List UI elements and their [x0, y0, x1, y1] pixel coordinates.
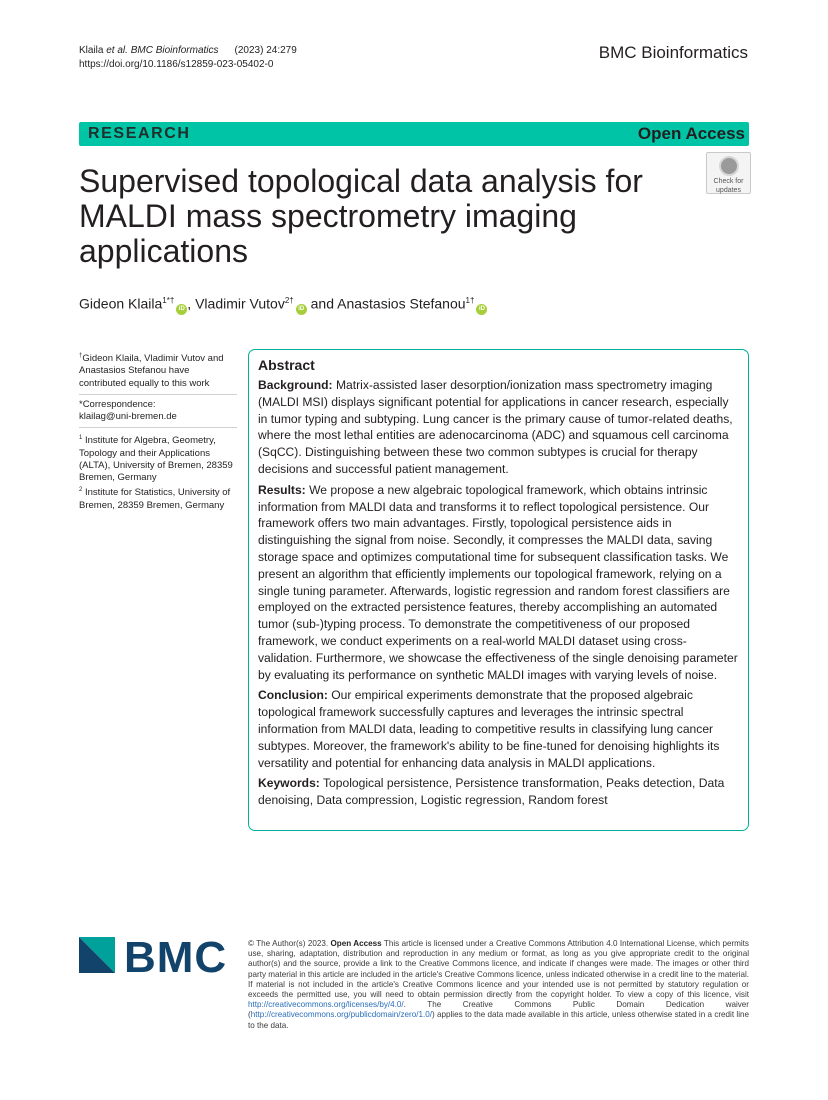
license-mid: . The Creative Commons Public Domain Dedication waiver ( — [248, 1000, 749, 1020]
divider — [79, 427, 237, 428]
keywords-label: Keywords: — [258, 776, 320, 791]
author-name: Vladimir Vutov — [195, 295, 285, 312]
abstract-background — [258, 377, 738, 478]
affiliation-text: Institute for Statistics, University of Bremen, 28359 Bremen, Germany — [79, 487, 231, 511]
journal-name: BMC Bioinformatics — [598, 43, 748, 62]
conclusion-label: Conclusion: — [258, 688, 328, 703]
equal-contribution-text: Gideon Klaila, Vladimir Vutov and Anastasios Stefanou have contributed equally to this work — [79, 353, 224, 389]
affiliation-mark: 2 — [79, 487, 83, 494]
results-text: We propose a new algebraic topological framework, which obtains intrinsic information from MALDI data and transforms it to reflect topological persistence. Our framework offers two main advantages. Firstly, topological persistence aids in distinguishing the signal from noise. Secondly, it compresses the MALDI data, saving storage space and optimizes computational time for subsequent classification tasks. We present an algorithm that efficiently implements our topological framework, relying on a single tuning parameter. Afterwards, logistic regression and random forest classifiers are employed on the extracted persistence features, thereby accomplishing an automated tumor (sub-)typing process. To demonstrate the competitiveness of our proposed framework, we conduct experiments on a real-world MALDI dataset using cross-validation. Furthermore, we showcase the effectiveness of the single denoising parameter by evaluating its performance on synthetic MALDI images with varying levels of noise. — [258, 482, 738, 682]
doi-link[interactable]: https://doi.org/10.1186/s12859-023-05402-0 — [79, 59, 274, 70]
citation-authors: Klaila — [79, 45, 107, 56]
dagger-mark: † — [79, 353, 83, 359]
public-domain-link[interactable]: http://creativecommons.org/publicdomain/zero/1.0/ — [250, 1010, 433, 1020]
bmc-logo — [79, 933, 231, 982]
abstract-box — [248, 349, 749, 831]
divider — [79, 394, 237, 395]
check-updates-line1: Check for — [713, 178, 744, 185]
author-affiliation-mark: 1*† — [162, 296, 175, 305]
crossmark-icon — [719, 156, 739, 176]
section-banner — [79, 122, 749, 146]
bmc-logo-icon — [79, 937, 119, 979]
author-name: Gideon Klaila — [79, 295, 163, 312]
license-prefix: © The Author(s) 2023. — [248, 939, 331, 948]
section-label: RESEARCH — [88, 125, 191, 142]
author-separator: , — [187, 295, 196, 312]
bmc-logo-text: BMC — [124, 933, 228, 982]
correspondence-label: *Correspondence: — [79, 398, 156, 410]
orcid-icon[interactable]: iD — [296, 304, 307, 315]
author-name: Anastasios Stefanou — [337, 295, 466, 312]
correspondence-email[interactable]: klailag@uni-bremen.de — [79, 410, 177, 422]
license-body: This article is licensed under a Creative Commons Attribution 4.0 International License, which permits use, sharing, adaptation, distribution and reproduction in any medium or format, as long as you give appropriate credit to the original author(s) and the source, provide a link to the Creative Commons licence, and indicate if changes were made. The images or other third party material in this article are included in the article's Creative Commons licence, unless indicated otherwise in a credit line to the material. If material is not included in the article's Creative Commons licence and your intended use is not permitted by statutory regulation or exceeds the permitted use, you will need to obtain permission directly from the copyright holder. To view a copy of this licence, visit — [248, 939, 749, 1000]
check-updates-line2: updates — [716, 187, 741, 194]
license-end: ) applies to the data made available in this article, unless otherwise stated in a credit line to the data. — [248, 1010, 749, 1030]
author-affiliation-mark: 1† — [465, 296, 475, 305]
license-statement — [248, 939, 749, 1031]
author-list — [79, 292, 487, 315]
author-notes-sidebar — [79, 350, 237, 512]
citation-line — [79, 44, 297, 57]
background-text: Matrix-assisted laser desorption/ionization mass spectrometry imaging (MALDI MSI) displays significant potential for applications in cancer research, especially in tumor typing and subtyping. Lung cancer is the primary cause of tumor-related deaths, where the most lethal entities are adenocarcinoma (ADC) and squamous cell carcinoma (SqCC). Distinguishing between these two common subtypes is crucial for therapy decisions and successful patient management. — [258, 378, 733, 476]
results-label: Results: — [258, 482, 306, 497]
license-open-access: Open Access — [330, 939, 382, 948]
abstract-keywords — [258, 775, 738, 809]
author-affiliation-mark: 2† — [284, 296, 294, 305]
keywords-text: Topological persistence, Persistence transformation, Peaks detection, Data denoising, Data compression, Logistic regression, Random forest — [258, 776, 725, 808]
equal-contribution-note — [79, 350, 237, 390]
abstract-results — [258, 482, 738, 684]
affiliation-text: Institute for Algebra, Geometry, Topology and their Applications (ALTA), University of Bremen, 28359 Bremen, Germany — [79, 435, 233, 483]
background-label: Background: — [258, 378, 333, 392]
open-access-label: Open Access — [637, 124, 745, 143]
paper-title: Supervised topological data analysis for MALDI mass spectrometry imaging applications — [79, 163, 643, 269]
abstract-conclusion — [258, 687, 738, 771]
author-separator: and — [306, 295, 338, 312]
affiliation-2 — [79, 484, 237, 512]
citation-journal: et al. BMC Bioinformatics — [106, 45, 219, 56]
license-link[interactable]: http://creativecommons.org/licenses/by/4.0/ — [248, 1000, 404, 1010]
orcid-icon[interactable]: iD — [476, 304, 487, 315]
affiliation-1 — [79, 432, 237, 484]
orcid-icon[interactable]: iD — [176, 304, 187, 315]
conclusion-text: Our empirical experiments demonstrate that the proposed algebraic topological framework successfully captures and leverages the intrinsic spectral information from MALDI data, leading to competitive results in classifying lung cancer subtypes. Moreover, the framework's ability to be fine-tuned for denoising highlights its versatility and potential for enhancing data analysis in MALDI applications. — [258, 688, 720, 770]
affiliation-mark: 1 — [79, 435, 83, 442]
citation-year: (2023) 24:279 — [234, 45, 297, 56]
check-for-updates-badge[interactable] — [706, 152, 751, 194]
abstract-heading: Abstract — [258, 357, 315, 373]
